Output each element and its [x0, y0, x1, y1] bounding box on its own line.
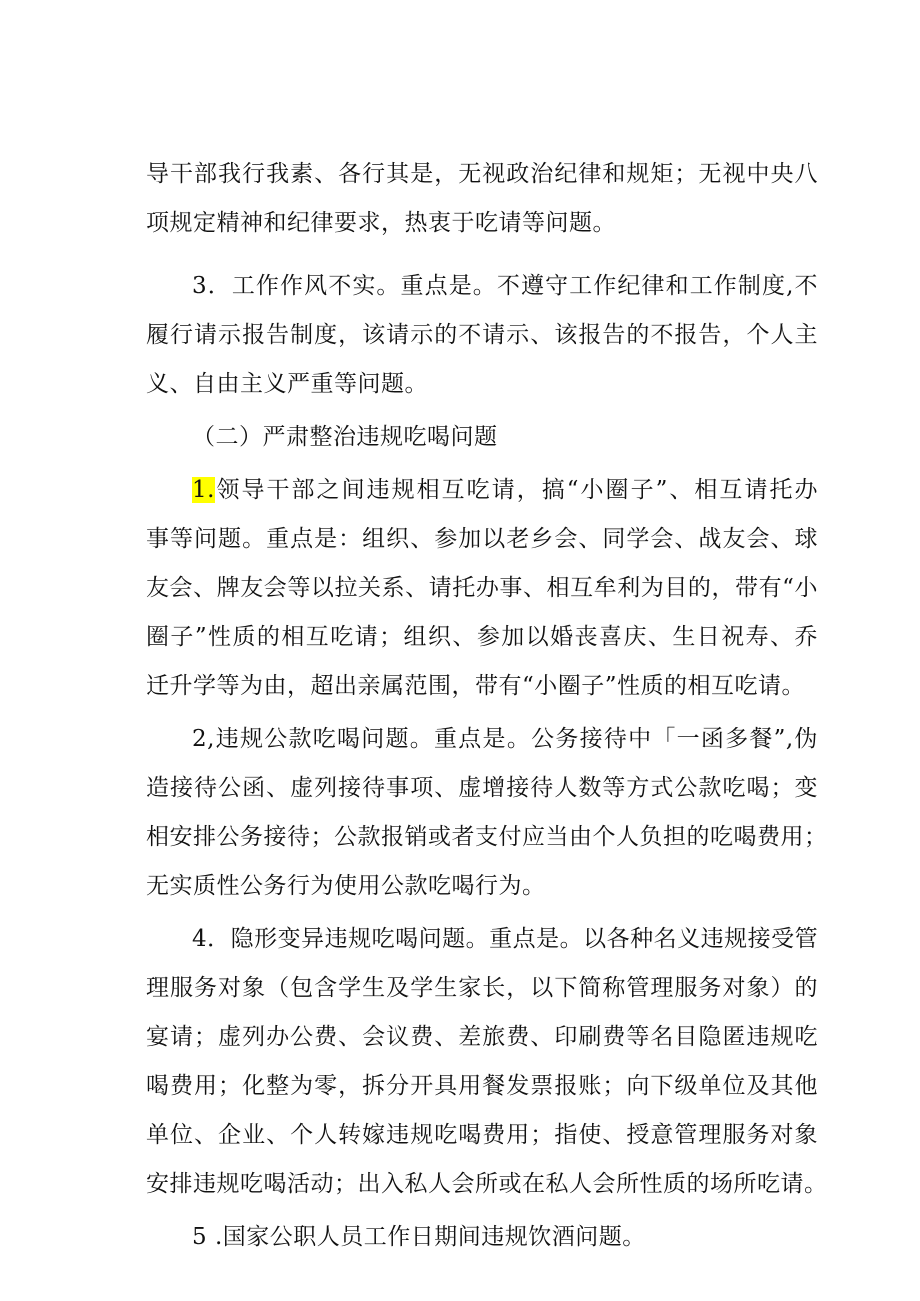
- paragraph-item-1-mutual-dining: [146, 466, 818, 711]
- text-line: 喝费用；化整为零，拆分开具用餐发票报账；向下级单位及其他: [146, 1073, 818, 1099]
- text-line: 5 .国家公职人员工作日期间违规饮酒问题。: [192, 1224, 646, 1250]
- document-body: [146, 150, 828, 1262]
- text-line: 4．隐形变异违规吃喝问题。重点是。以各种名义违规接受管: [192, 926, 819, 952]
- text-line: 安排违规吃喝活动；出入私人会所或在私人会所性质的场所吃请。: [146, 1171, 828, 1197]
- text-line: 无实质性公务行为使用公款吃喝行为。: [146, 873, 546, 899]
- text-line-with-highlight: [146, 466, 818, 515]
- text-line: 友会、牌友会等以拉关系、请托办事、相互牟利为目的，带有“小: [146, 575, 818, 601]
- text-line: 相安排公务接待；公款报销或者支付应当由个人负担的吃喝费用；: [146, 824, 828, 850]
- text-line: 项规定精神和纪律要求，热衷于吃请等问题。: [146, 210, 616, 236]
- text-line: 导干部我行我素、各行其是，无视政治纪律和规矩；无视中央八: [146, 161, 818, 187]
- text-line: 宴请；虚列办公费、会议费、差旅费、印刷费等名目隐匿违规吃: [146, 1024, 818, 1050]
- highlighted-number: 1.: [192, 477, 215, 503]
- paragraph-item-3-work-style: [146, 262, 818, 409]
- text-line: 理服务对象（包含学生及学生家长，以下简称管理服务对象）的: [146, 975, 818, 1001]
- text-line: 迁升学等为由，超出亲属范围，带有“小圈子”性质的相互吃请。: [146, 673, 806, 699]
- text-line: 单位、企业、个人转嫁违规吃喝费用；指使、授意管理服务对象: [146, 1122, 818, 1148]
- paragraph-item-5-drinking: [146, 1213, 818, 1262]
- text-line: 2,违规公款吃喝问题。重点是。公务接待中「一函多餐”,伪: [192, 726, 818, 752]
- text-line: 圈子”性质的相互吃请；组织、参加以婚丧喜庆、生日祝寿、乔: [146, 624, 818, 650]
- text-line: 义、自由主义严重等问题。: [146, 371, 428, 397]
- paragraph-item-2-public-funds: [146, 715, 828, 911]
- paragraph-item-4-hidden-dining: [146, 915, 828, 1209]
- section-heading: （二）严肃整治违规吃喝问题: [192, 424, 498, 450]
- paragraph-intro-continuation: [146, 150, 818, 248]
- text-line: 事等问题。重点是：组织、参加以老乡会、同学会、战友会、球: [146, 526, 818, 552]
- text-line: 履行请示报告制度，该请示的不请示、该报告的不报告，个人主: [146, 322, 818, 348]
- section-heading-2: [146, 413, 818, 462]
- text-line: 领导干部之间违规相互吃请，搞“小圈子”、相互请托办: [214, 477, 818, 503]
- text-line: 3．工作作风不实。重点是。不遵守工作纪律和工作制度,不: [192, 273, 818, 299]
- text-line: 造接待公函、虚列接待事项、虚增接待人数等方式公款吃喝；变: [146, 775, 818, 801]
